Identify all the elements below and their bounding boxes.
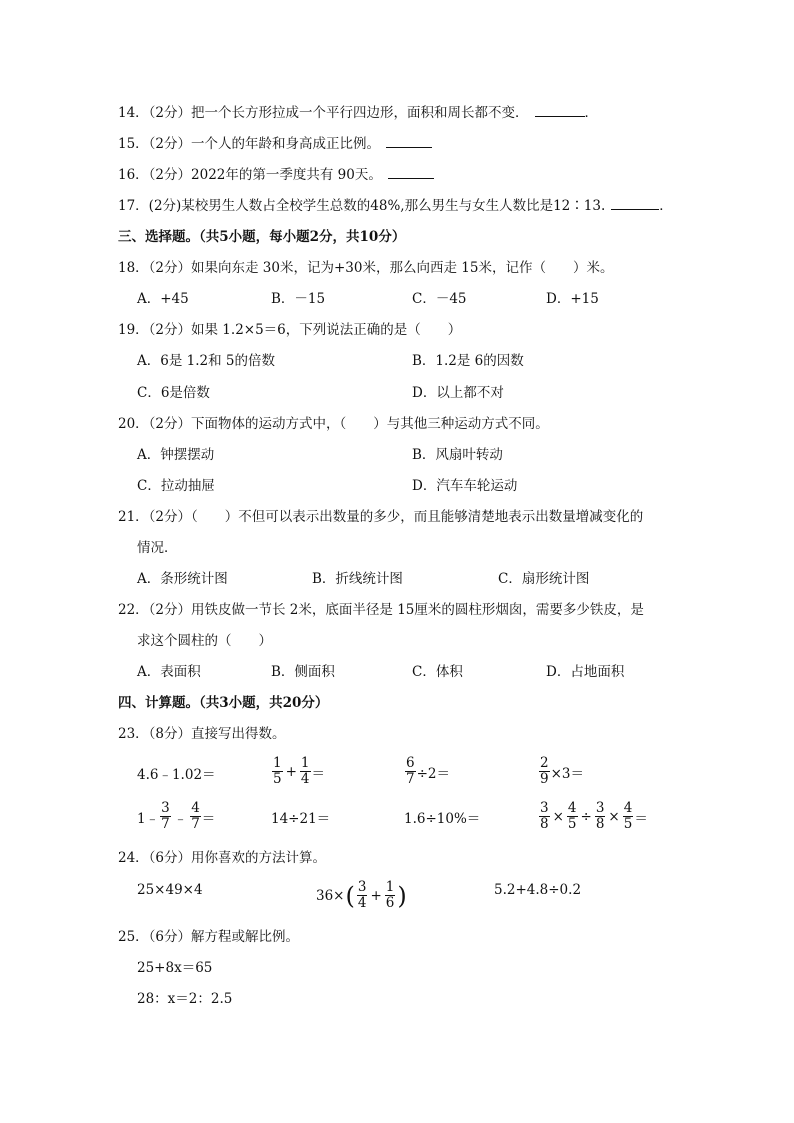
- fraction: $\frac{1}{5}$: [273, 755, 282, 787]
- answer-blank[interactable]: [611, 197, 659, 210]
- calc-item: 36× ( $\frac{3}{4}$ + $\frac{1}{6}$ ): [316, 879, 407, 911]
- question-19: 19．（2分）如果 1.2×5＝6，下列说法正确的是（ ）: [118, 322, 462, 338]
- question-21-continued: 情况．: [137, 540, 178, 556]
- question-24: 24．（6分）用你喜欢的方法计算。: [118, 850, 327, 866]
- fraction: $\frac{1}{6}$: [385, 879, 395, 911]
- section-3-heading: 三、选择题。（共5小题，每小题2分，共10分）: [118, 229, 406, 245]
- fraction: $\frac{3}{8}$: [540, 800, 549, 832]
- calc-item: $\frac{1}{5}$ + $\frac{1}{4}$ ＝: [273, 755, 325, 787]
- proportion: 28：x＝2：2.5: [137, 991, 233, 1007]
- fraction: $\frac{4}{5}$: [623, 800, 633, 832]
- equation: 25+8x＝65: [137, 960, 213, 976]
- answer-blank[interactable]: [535, 104, 585, 117]
- option-b[interactable]: B．1.2是 6的因数: [412, 353, 524, 369]
- question-20: 20．（2分）下面物体的运动方式中，（ ）与其他三种运动方式不同。: [118, 416, 549, 432]
- answer-blank[interactable]: [386, 135, 432, 148]
- option-a[interactable]: A．6是 1.2和 5的倍数: [137, 353, 275, 369]
- question-17: 17．(2分)某校男生人数占全校学生总数的48%,那么男生与女生人数比是12∶13. ．: [118, 198, 673, 214]
- question-22-continued: 求这个圆柱的（ ）: [137, 633, 272, 649]
- question-22: 22．（2分）用铁皮做一节长 2米，底面半径是 15厘米的圆柱形烟囱，需要多少铁皮，是: [118, 602, 644, 618]
- fraction: $\frac{4}{7}$: [191, 800, 200, 832]
- calc-item: $\frac{3}{8}$ × $\frac{4}{5}$ ÷ $\frac{3}{8}$ × $\frac{4}{5}$ ＝: [540, 800, 648, 832]
- option-c[interactable]: C．拉动抽屉: [137, 478, 215, 494]
- question-23: 23．（8分）直接写出得数。: [118, 726, 286, 742]
- option-b[interactable]: B．风扇叶转动: [412, 447, 503, 463]
- fraction: $\frac{6}{7}$: [406, 755, 415, 787]
- option-c[interactable]: C．体积: [412, 664, 463, 680]
- calc-item: 25×49×4: [137, 882, 203, 898]
- option-a[interactable]: A．+45: [137, 291, 189, 307]
- fraction: $\frac{2}{9}$: [540, 755, 549, 787]
- answer-blank[interactable]: [388, 166, 434, 179]
- question-25: 25．（6分）解方程或解比例。: [118, 929, 300, 945]
- calc-item: 1﹣ $\frac{3}{7}$ ﹣ $\frac{4}{7}$ ＝: [137, 800, 216, 832]
- option-b[interactable]: B．－15: [271, 291, 326, 307]
- calc-item: $\frac{6}{7}$ ÷2＝: [406, 755, 450, 787]
- question-18: 18．（2分）如果向东走 30米，记为+30米，那么向西走 15米，记作（ ）米。: [118, 260, 614, 276]
- option-a[interactable]: A．条形统计图: [137, 571, 228, 587]
- fraction: $\frac{3}{4}$: [357, 879, 367, 911]
- question-16: 16．（2分）2022年的第一季度共有 90天。: [118, 166, 434, 184]
- calc-item: 4.6﹣1.02＝: [137, 767, 216, 783]
- option-d[interactable]: D．以上都不对: [412, 385, 504, 401]
- option-d[interactable]: D．占地面积: [546, 664, 625, 680]
- fraction: $\frac{3}{8}$: [595, 800, 605, 832]
- question-14: 14．（2分）把一个长方形拉成一个平行四边形，面积和周长都不变． ．: [118, 105, 599, 121]
- calc-item: $\frac{2}{9}$ ×3＝: [540, 755, 584, 787]
- option-b[interactable]: B．折线统计图: [312, 571, 403, 587]
- calc-item: 5.2+4.8÷0.2: [494, 882, 582, 898]
- option-a[interactable]: A．表面积: [137, 664, 201, 680]
- question-21: 21．（2分）（ ）不但可以表示出数量的多少，而且能够清楚地表示出数量增减变化的: [118, 509, 644, 525]
- calc-item: 14÷21＝: [271, 811, 331, 827]
- fraction: $\frac{1}{4}$: [300, 755, 310, 787]
- option-a[interactable]: A．钟摆摆动: [137, 447, 215, 463]
- fraction: $\frac{4}{5}$: [567, 800, 577, 832]
- option-c[interactable]: C．－45: [412, 291, 467, 307]
- section-4-heading: 四、计算题。（共3小题，共20分）: [118, 695, 329, 711]
- option-c[interactable]: C．扇形统计图: [498, 571, 590, 587]
- option-d[interactable]: D．汽车车轮运动: [412, 478, 518, 494]
- question-15: 15．（2分）一个人的年龄和身高成正比例。: [118, 135, 432, 153]
- calc-item: 1.6÷10%＝: [404, 811, 481, 827]
- option-c[interactable]: C．6是倍数: [137, 385, 210, 401]
- option-d[interactable]: D．+15: [546, 291, 599, 307]
- option-b[interactable]: B．侧面积: [271, 664, 335, 680]
- fraction: $\frac{3}{7}$: [161, 800, 170, 832]
